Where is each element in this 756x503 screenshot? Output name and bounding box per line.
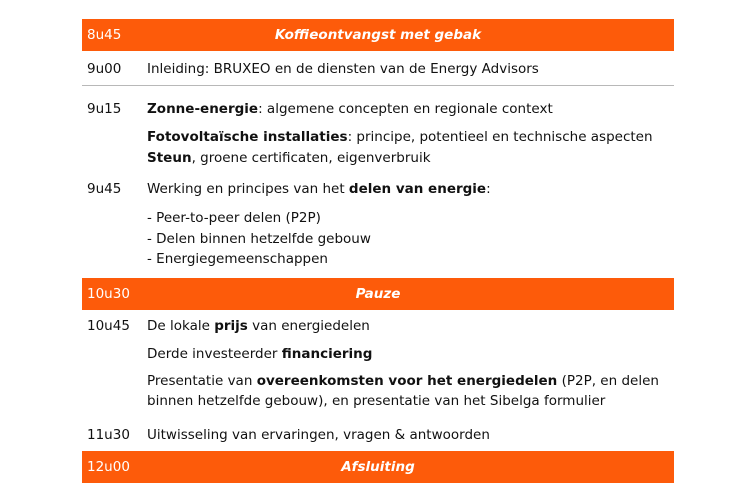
time-label: 10u45	[87, 318, 130, 334]
agenda-text: Fotovoltaïsche installaties: principe, potentieel en technische aspecten	[147, 129, 653, 145]
time-label: 11u30	[87, 427, 130, 443]
agenda-row-solar	[82, 101, 674, 171]
agenda-text: Derde investeerder financiering	[147, 346, 373, 362]
list-item: - Delen binnen hetzelfde gebouw	[147, 231, 371, 247]
agenda-text: Werking en principes van het delen van energie:	[147, 181, 491, 197]
agenda-text: Presentatie van overeenkomsten voor het energiedelen (P2P, en delen	[147, 373, 659, 389]
time-label: 8u45	[87, 27, 122, 43]
agenda-band-welcome	[82, 19, 674, 51]
time-label: 10u30	[87, 286, 130, 302]
time-label: 9u00	[87, 61, 122, 77]
agenda-band-break	[82, 278, 674, 310]
agenda-row-sharing	[82, 181, 674, 271]
agenda-text: Zonne-energie: algemene concepten en regionale context	[147, 101, 553, 117]
agenda-row-intro	[82, 61, 674, 81]
agenda-text: Uitwisseling van ervaringen, vragen & antwoorden	[147, 427, 490, 443]
list-item: - Peer-to-peer delen (P2P)	[147, 210, 321, 226]
band-title: Pauze	[355, 286, 401, 302]
agenda-band-closing	[82, 451, 674, 483]
time-label: 12u00	[87, 459, 130, 475]
agenda-row-pricing	[82, 318, 674, 413]
time-label: 9u45	[87, 181, 122, 197]
agenda-text: De lokale prijs van energiedelen	[147, 318, 370, 334]
time-label: 9u15	[87, 101, 122, 117]
agenda-text: Inleiding: BRUXEO en de diensten van de Energy Advisors	[147, 61, 539, 77]
list-item: - Energiegemeenschappen	[147, 251, 328, 267]
agenda-text: binnen hetzelfde gebouw), en presentatie van het Sibelga formulier	[147, 393, 606, 409]
agenda-text: Steun, groene certificaten, eigenverbruik	[147, 150, 431, 166]
divider	[82, 85, 674, 86]
agenda-row-exchange	[82, 427, 674, 447]
band-title: Afsluiting	[341, 459, 415, 475]
band-title: Koffieontvangst met gebak	[274, 27, 482, 43]
